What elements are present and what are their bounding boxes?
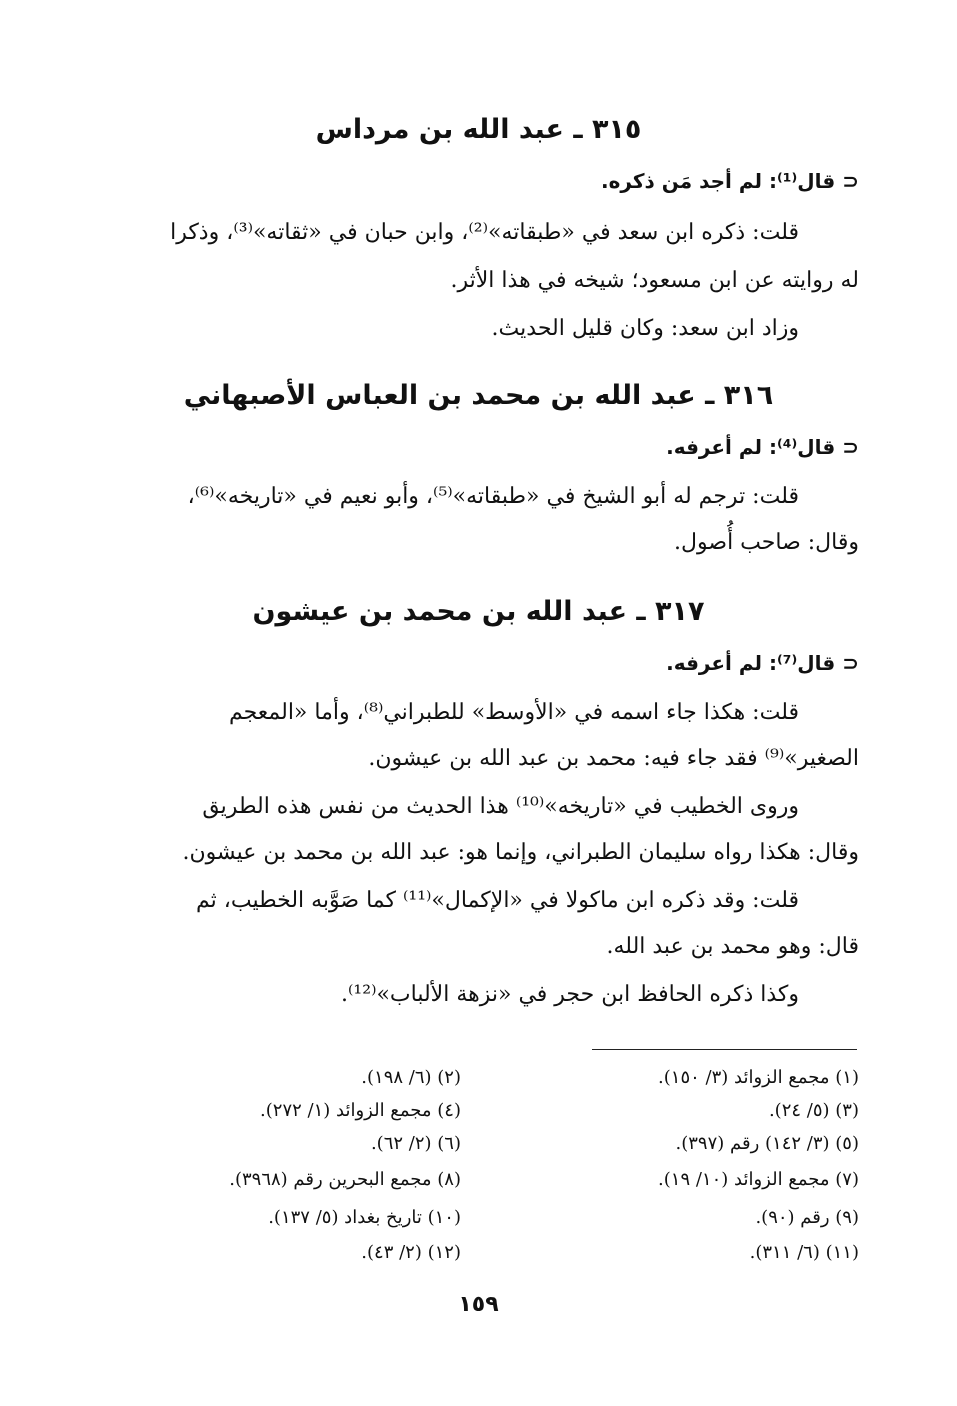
entry-heading-317: ٣١٧ ـ عبد الله بن محمد بن عيشون [252, 596, 705, 627]
entry-text-line: وقال: صاحب أُصول. [674, 530, 859, 555]
entry-text-line: الصغير»⁽⁹⁾ فقد جاء فيه: محمد بن عبد الله بن عيشون. [368, 746, 859, 771]
footnote-6: (٦) (٢/ ٦٢). [370, 1133, 461, 1154]
entry-heading-316: ٣١٦ ـ عبد الله بن محمد بن العباس الأصبهاني [183, 380, 774, 411]
entry-text-line: قال: وهو محمد بن عبد الله. [606, 934, 859, 959]
entry-heading-315: ٣١٥ ـ عبد الله بن مرداس [315, 114, 642, 145]
footnote-5: (٥) (٣/ ١٤٢) رقم (٣٩٧). [675, 1133, 859, 1154]
footnote-9: (٩) رقم (٩٠). [755, 1207, 859, 1228]
entry-text-line: وزاد ابن سعد: وكان قليل الحديث. [491, 316, 799, 341]
footnote-3: (٣) (٥/ ٢٤). [768, 1100, 859, 1121]
entry-qal-317: ⊂ قال⁽⁷⁾: لم أعرفه. [666, 651, 859, 675]
entry-text-line: قلت: هكذا جاء اسمه في «الأوسط» للطبراني⁽⁸⁾، وأما «المعجم [228, 700, 799, 725]
footnote-7: (٧) مجمع الزوائد (١٠/ ١٩). [658, 1169, 859, 1190]
entry-text-line: قلت: ذكره ابن سعد في «طبقاته»⁽²⁾، وابن حبان في «ثقاته»⁽³⁾، وذكرا [170, 220, 799, 245]
entry-text-line: قلت: ترجم له أبو الشيخ في «طبقاته»⁽⁵⁾، وأبو نعيم في «تاريخه»⁽⁶⁾، [187, 484, 799, 509]
footnote-separator [592, 1049, 857, 1050]
footnote-4: (٤) مجمع الزوائد (١/ ٢٧٢). [260, 1100, 461, 1121]
footnote-11: (١١) (٦/ ٣١١). [749, 1242, 859, 1263]
entry-qal-315: ⊂ قال⁽¹⁾: لم أجد مَن ذكره. [601, 169, 859, 193]
footnote-2: (٢) (٦/ ١٩٨). [361, 1067, 461, 1088]
footnote-12: (١٢) (٢/ ٤٣). [361, 1242, 461, 1263]
entry-text-line: له روايته عن ابن مسعود؛ شيخه في هذا الأثر. [450, 268, 859, 293]
page-number: ١٥٩ [458, 1292, 499, 1317]
entry-qal-316: ⊂ قال⁽⁴⁾: لم أعرفه. [666, 435, 859, 459]
footnote-10: (١٠) تاريخ بغداد (٥/ ١٣٧). [268, 1207, 461, 1228]
footnote-1: (١) مجمع الزوائد (٣/ ١٥٠). [658, 1067, 859, 1088]
footnote-8: (٨) مجمع البحرين رقم (٣٩٦٨). [229, 1169, 461, 1190]
entry-text-line: وكذا ذكره الحافظ ابن حجر في «نزهة الألباب»⁽¹²⁾. [341, 982, 799, 1007]
entry-text-line: وروى الخطيب في «تاريخه»⁽¹⁰⁾ هذا الحديث من نفس هذه الطريق [202, 794, 799, 819]
entry-text-line: وقال: هكذا رواه سليمان الطبراني، وإنما هو: عبد الله بن محمد بن عيشون. [182, 840, 859, 865]
entry-text-line: قلت: وقد ذكره ابن ماكولا في «الإكمال»⁽¹¹⁾ كما صَوَّبه الخطيب، ثم [195, 888, 799, 913]
